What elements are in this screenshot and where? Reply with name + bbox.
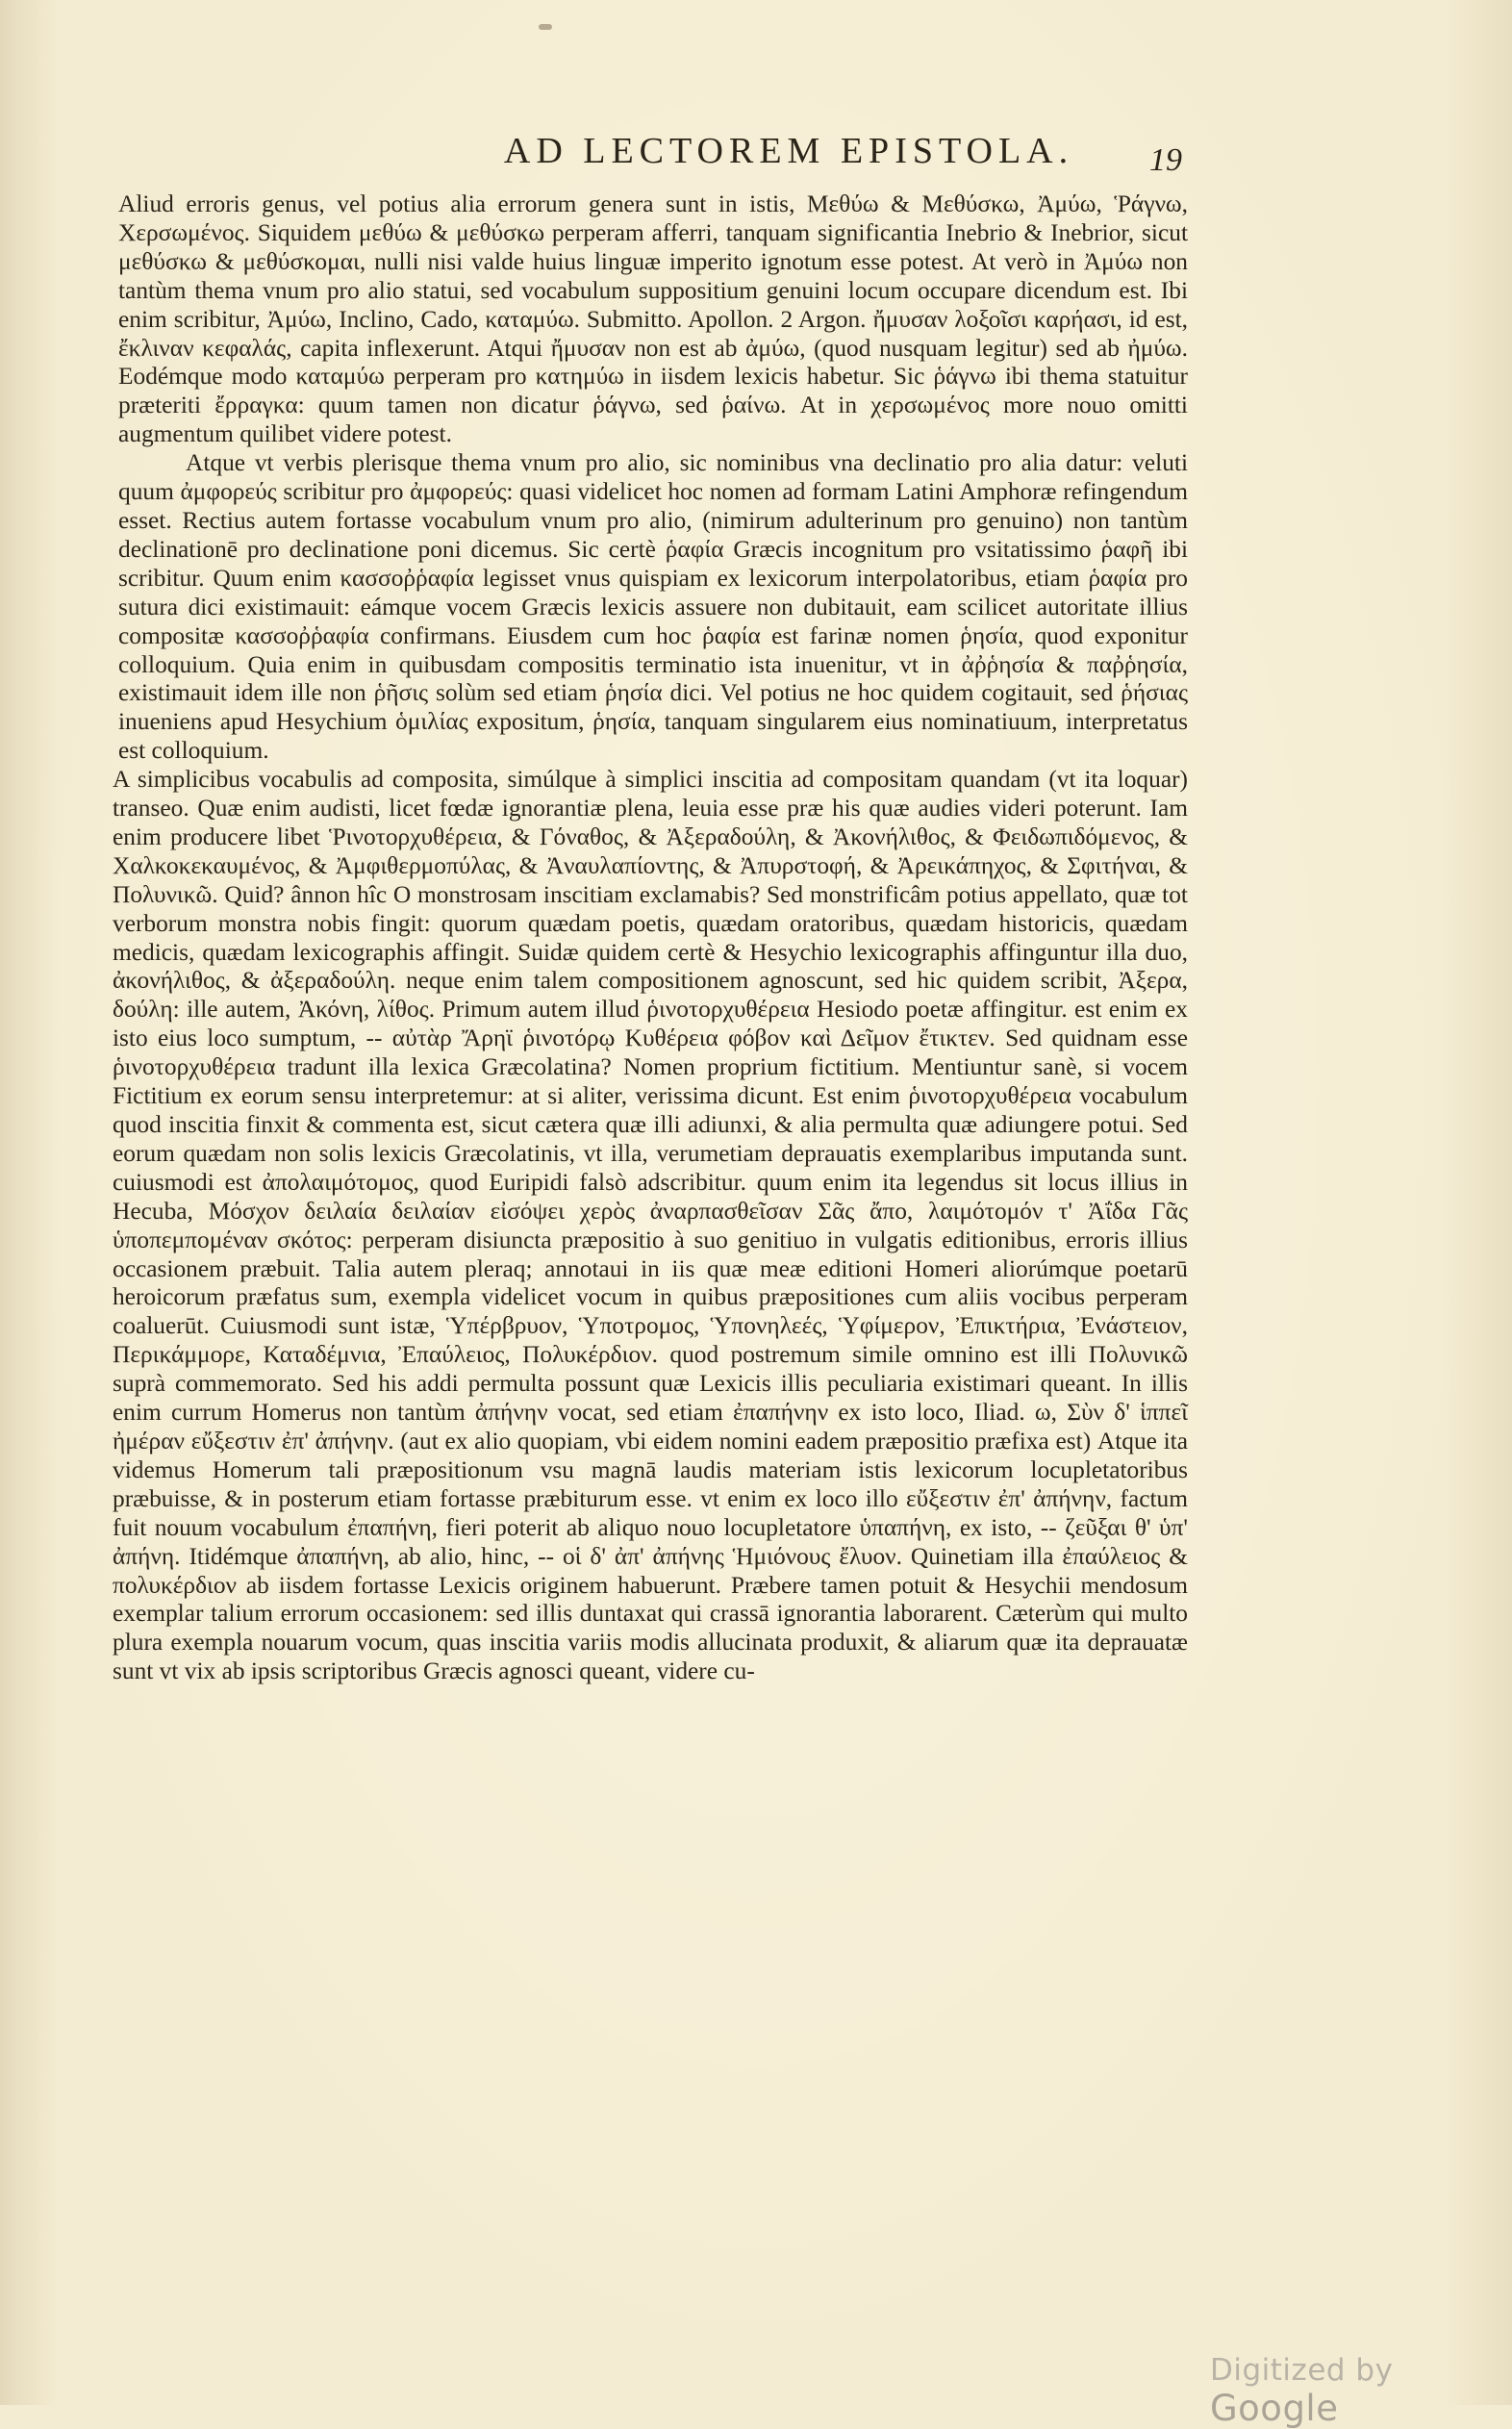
page-number: 19 bbox=[1149, 142, 1182, 178]
running-title: AD LECTOREM EPISTOLA. bbox=[503, 131, 1074, 171]
google-logo: Google bbox=[1210, 2388, 1339, 2429]
digitization-watermark bbox=[1210, 2353, 1512, 2429]
paragraph-1: Aliud erroris genus, vel potius alia errorum genera sunt in istis, Μεθύω & Μεθύσκω, Ἀμύω, Ῥάγνω, Χερσωμένος. Siquidem μεθύω & μεθύσκω perperam afferri, tanquam significantia Inebrio & Inebrior, sicut μεθύσκω & μεθύσκομαι, nulli nisi valde huius linguæ imperito ignotum esse potest. At verò in Ἀμύω non tantùm thema vnum pro alio statui, sed vocabulum suppositium genuini locum occupare dicendum est. Ibi enim scribitur, Ἀμύω, Inclino, Cado, καταμύω. Submitto. Apollon. 2 Argon. ἤμυσαν λοξοῖσι καρήασι, id est, ἔκλιναν κεφαλάς, capita inflexerunt. Atqui ἤμυσαν non est ab ἀμύω, (quod nusquam legitur) sed ab ἠμύω. Eodémque modo καταμύω perperam pro κατημύω in iisdem lexicis habetur. Sic ῥάγνω ibi thema statuitur præteriti ἔρραγκα: quum tamen non dicatur ῥάγνω, sed ῥαίνω. At in χερσωμένος more nouo omitti augmentum quilibet videre potest. bbox=[118, 190, 1188, 448]
ink-smudge bbox=[539, 24, 552, 30]
body-text bbox=[113, 190, 1188, 1686]
watermark-prefix: Digitized by bbox=[1210, 2353, 1394, 2388]
paragraph-2: Atque vt verbis plerisque thema vnum pro alio, sic nominibus vna declinatio pro alia datur: veluti quum ἀμφορεύς scribitur pro ἀμφορεύς: quasi videlicet hoc nomen ad formam Latini Amphoræ refingendum esset. Rectius autem fortasse vocabulum vnum pro alio, (nimirum adulterinum pro genuino) non tantùm declinationē pro declinatione poni dicemus. Sic certè ῥαφία Græcis incognitum pro vsitatissimo ῥαφῆ ibi scribitur. Quum enim κασσοῤῥαφία legisset vnus quispiam ex lexicorum interpolatoribus, etiam ῥαφία pro sutura dici existimauit: eámque vocem Græcis lexicis assuere non dubitauit, eam scilicet autoritate illius compositæ κασσοῤῥαφία confirmans. Eiusdem cum hoc ῥαφία est farinæ nomen ῥησία, quod exponitur colloquium. Quia enim in quibusdam compositis terminatio ista inuenitur, vt in ἀῤῥησία & παῤῥησία, existimauit idem ille non ῥῆσις solùm sed etiam ῥησία dici. Vel potius ne hoc quidem cogitauit, sed ῥήσιας inueniens apud Hesychium ὁμιλίας expositum, ῥησία, tanquam singularem eius nominatiuum, interpretatus est colloquium. bbox=[118, 449, 1188, 765]
paragraph-3: A simplicibus vocabulis ad composita, simúlque à simplici inscitia ad compositam quandam (vt ita loquar) transeo. Quæ enim audisti, licet fœdæ ignorantiæ plena, leuia esse præ his quæ audies videri poterunt. Iam enim producere libet Ῥινοτορχυθέρεια, & Γόναθος, & Ἀξεραδούλη, & Ἀκονήλιθος, & Φειδωπιδόμενος, & Χαλκοκεκαυμένος, & Ἀμφιθερμοπύλας, & Ἀναυλαπίοντης, & Ἀπυρστοφή, & Ἀρεικάπηχος, & Σφιτήναι, & Πολυνικῶ. Quid? ânnon hîc O monstrosam inscitiam exclamabis? Sed monstrificâm potius appellato, quæ tot verborum monstra nobis fingit: quorum quædam poetis, quædam oratoribus, quædam historicis, quædam medicis, quædam lexicographis affingit. Suidæ quidem certè & Hesychio lexicographis affinguntur illa duo, ἀκονήλιθος, & ἀξεραδούλη. neque enim talem compositionem agnoscunt, sed hic quidem scribit, Ἀξερα, δούλη: ille autem, Ἀκόνη, λίθος. Primum autem illud ῥινοτορχυθέρεια Hesiodo poetæ affingitur. est enim ex isto eius loco sumptum, -- αὐτὰρ Ἄρηϊ ῥινοτόρῳ Κυθέρεια φόβον καὶ Δεῖμον ἔτικτεν. Sed quidnam esse ῥινοτορχυθέρεια tradunt illa lexica Græcolatina? Nomen proprium fictitium. Mentiuntur sanè, si vocem Fictitium ex eorum sensu interpretemur: at si aliter, verissima dicunt. Est enim ῥινοτορχυθέρεια vocabulum quod inscitia finxit & commenta est, sicut cætera quæ illi adiunxi, & alia permulta quæ adiungere potui. Sed eorum quædam non solis lexicis Græcolatinis, vt illa, verumetiam deprauatis exemplaribus imputanda sunt. cuiusmodi est ἀπολαιμότομος, quod Euripidi falsò adscribitur. quum enim ita legendus sit locus illius in Hecuba, Μόσχον δειλαία δειλαίαν εἰσόψει χερὸς ἀναρπασθεῖσαν Σᾶς ἄπο, λαιμότομόν τ' Ἀΐδα Γᾶς ὑποπεμπομέναν σκότος: perperam disiuncta præpositio à suo genitiuo in vulgatis editionibus, erroris illius occasionem præbuit. Talia autem pleraq; annotaui in iis quæ meæ editioni Homeri aliorúmque poetarū heroicorum præfatus sum, exempla videlicet vocum in quibus præpositiones cum aliis vocibus perperam coaluerūt. Cuiusmodi sunt istæ, Ὑπέρβρυον, Ὑποτρομος, Ὑπονηλεές, Ὑφίμερον, Ἐπικτήρια, Ἐνάστειον, Περικάμμορε, Καταδέμνια, Ἐπαύλειος, Πολυκέρδιον. quod postremum simile omnino est illi Πολυνικῶ suprà commemorato. Sed his addi permulta possunt quæ Lexicis illis peculiaria existimari queant. In illis enim currum Homerus non tantùm ἀπήνην vocat, sed etiam ἐπαπήνην ex isto loco, Iliad. ω, Σὺν δ' ἱππεῖ ἠμέραν εὔξεστιν ἐπ' ἀπήνην. (aut ex alio quopiam, vbi eidem nomini eadem præpositio præfixa est) Atque ita videmus Homerum tali præpositionum vsu magnā laudis materiam istis lexicorum locupletatoribus præbuisse, & in posterum etiam fortasse præbiturum esse. vt enim ex loco illo εὔξεστιν ἐπ' ἀπήνην, factum fuit nouum vocabulum ἐπαπήνη, fieri poterit ab aliquo nouo locupletatore ὑπαπήνη, ex isto, -- ζεῦξαι θ' ὑπ' ἀπήνη. Itidémque ἀπαπήνη, ab alio, hinc, -- οἱ δ' ἀπ' ἀπήνης Ἡμιόνους ἔλυον. Quinetiam illa ἐπαύλειος & πολυκέρδιον ab iisdem fortasse Lexicis originem habuerunt. Præbere tamen potuit & Hesychii mendosum exemplar talium errorum occasionem: sed illis duntaxat qui crassā ignorantia laborarent. Cæterùm qui multo plura exempla nouarum vocum, quas inscitia variis modis allucinata produxit, & aliarum quæ ita deprauatæ sunt vt vix ab ipsis scriptoribus Græcis agnosci queant, videre cu- bbox=[113, 766, 1188, 1685]
